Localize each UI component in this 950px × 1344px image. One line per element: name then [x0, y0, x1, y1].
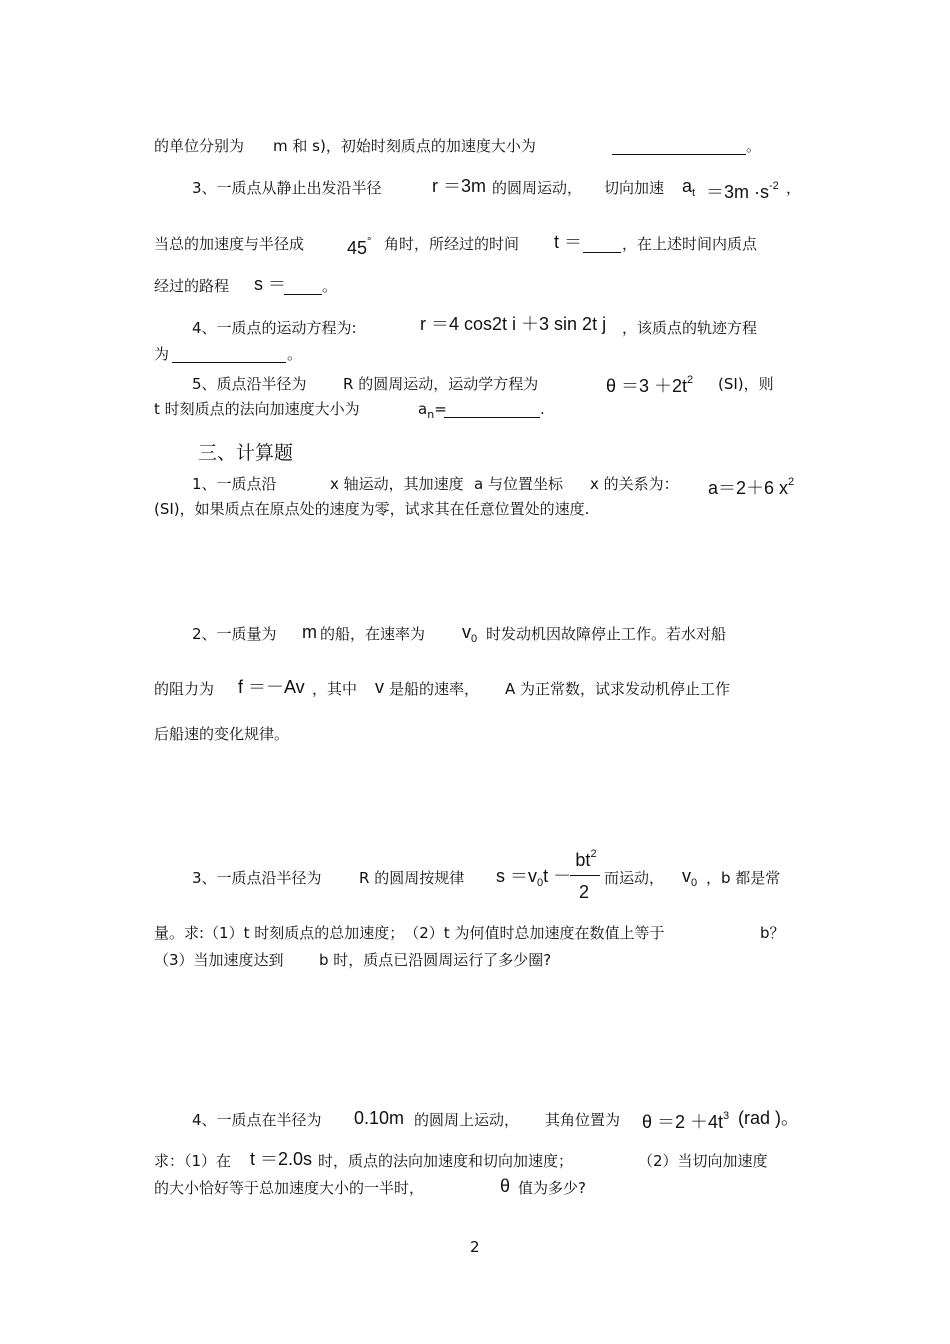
c2-line2-a: 的阻力为: [154, 680, 215, 698]
c3-frac-numerator: $bt^2$: [575, 848, 597, 870]
q4-line2-b: 。: [287, 345, 303, 363]
q4-line2-a: 为: [154, 345, 170, 363]
c2-text-a: 2、一质量为: [192, 625, 277, 643]
c4-line2-c: 时，质点的法向加速度和切向加速度；: [318, 1152, 574, 1170]
c2-mass: m: [302, 622, 317, 642]
answer-blank-path[interactable]: [284, 278, 322, 295]
c2-v-symbol: v: [375, 677, 384, 697]
q4-equation: r ＝4 cos2t i ＋3 sin 2t j: [420, 314, 607, 334]
c3-line2: 量。求:（1）t 时刻质点的总加速度； （2）t 为何值时总加速度在数值上等于: [154, 924, 665, 942]
c4-line2-a: 求：（1）在: [154, 1152, 232, 1170]
q5-normal-accel-label: $a_n=$: [418, 400, 447, 421]
answer-blank-time[interactable]: [583, 236, 621, 253]
c4-text-d: 其角位置为: [545, 1111, 621, 1129]
c4-line3-c: 值为多少?: [518, 1179, 586, 1197]
c2-text-c: 的船，在速率为: [320, 625, 426, 643]
c4-line3-a: 的大小恰好等于总加速度大小的一半时，: [154, 1179, 425, 1197]
line-units-end: 。: [746, 137, 762, 155]
c3-fraction-bar: [570, 875, 600, 876]
c2-resistance-eq: f ＝－Av: [238, 677, 305, 697]
line-units-part1: 的单位分别为: [154, 137, 245, 155]
q3-line2-e: ，在上述时间内质点: [622, 235, 758, 253]
c4-theta: θ: [500, 1176, 511, 1196]
c3-frac-denominator: 2: [578, 882, 589, 902]
c1-text-b: x 轴运动，其加速度: [330, 475, 464, 493]
c4-angle-equation: $\theta =2 +4t^3$: [642, 1110, 730, 1132]
line-units-part2: m 和 s)，初始时刻质点的加速度大小为: [273, 137, 536, 155]
c2-v0: $v_0$: [462, 622, 478, 645]
c1-text-a: 1、一质点沿: [192, 475, 277, 493]
q3-text-a: 3、一质点从静止出发沿半径: [192, 179, 382, 197]
c1-equation: a＝2＋6 $x^2$: [708, 476, 795, 498]
section-heading: 三、计算题: [198, 442, 294, 464]
q5-text-a: 5、质点沿半径为: [192, 375, 307, 393]
c3-text-e: ，b 都是常: [706, 869, 781, 887]
q3-comma: ，: [786, 179, 802, 197]
c4-radius: 0.10m: [354, 1108, 405, 1128]
c3-line3: （3）当加速度达到: [154, 951, 284, 969]
q3-time-label: t ＝: [554, 232, 583, 252]
c1-text-d: x 的关系为：: [590, 475, 679, 493]
q3-text-c: 的圆周运动，: [492, 179, 583, 197]
c3-line3-b: b 时，质点已沿圆周运行了多少圈?: [319, 951, 552, 969]
q3-accel-value: $=3m \cdot s^{-2}$: [706, 180, 779, 202]
q5-text-d: (SI)，则: [718, 375, 774, 393]
q5-equation: $\theta =3 +2t^2$: [606, 374, 694, 396]
c2-line2-f: A 为正常数，试求发动机停止工作: [505, 680, 731, 698]
c2-line2-c: ，其中: [312, 680, 358, 698]
q3-line3-a: 经过的路程: [154, 277, 230, 295]
c3-line2-b: b？: [760, 924, 785, 942]
q5-text-b: R 的圆周运动，运动学方程为: [343, 375, 539, 393]
c4-unit: (rad )。: [738, 1108, 800, 1128]
q5-line2-end: .: [540, 400, 545, 418]
q3-radius-expr: r ＝3m: [432, 176, 486, 196]
c2-text-e: 时发动机因故障停止工作。若水对船: [486, 625, 727, 643]
page-number: 2: [470, 1238, 480, 1256]
q4-text-c: ，该质点的轨迹方程: [622, 319, 758, 337]
c4-time: t ＝2.0s: [250, 1149, 313, 1169]
q3-tangential-accel: $a_t$: [682, 176, 696, 199]
q3-text-d: 切向加速: [604, 179, 665, 197]
c4-line2-d: （2）当切向加速度: [638, 1152, 768, 1170]
answer-blank-trajectory[interactable]: [172, 346, 286, 363]
q3-line2-c: 角时，所经过的时间: [384, 235, 520, 253]
c2-line3: 后船速的变化规律。: [154, 725, 290, 743]
c3-text-c: 而运动，: [604, 869, 665, 887]
c1-line2: (SI)，如果质点在原点处的速度为零，试求其在任意位置处的速度.: [154, 500, 590, 518]
c1-text-c: a 与位置坐标: [474, 475, 563, 493]
q3-line3-end: 。: [322, 277, 338, 295]
q3-angle: 45°: [347, 236, 372, 258]
c3-s-expr: $s =v_0t$ －: [496, 866, 572, 889]
c2-line2-e: 是船的速率，: [389, 680, 480, 698]
c3-v0: $v_0$: [682, 866, 698, 889]
c4-text-c: 的圆周上运动，: [414, 1111, 520, 1129]
answer-blank-normal-accel[interactable]: [444, 401, 540, 418]
q3-path-label: s ＝: [254, 274, 287, 294]
c4-text-a: 4、一质点在半径为: [192, 1111, 322, 1129]
q4-text-a: 4、一质点的运动方程为:: [192, 319, 357, 337]
c3-text-b: R 的圆周按规律: [359, 869, 465, 887]
q3-line2-a: 当总的加速度与半径成: [154, 235, 305, 253]
q5-line2-a: t 时刻质点的法向加速度大小为: [154, 400, 360, 418]
c3-text-a: 3、一质点沿半径为: [192, 869, 322, 887]
answer-blank-acceleration[interactable]: [612, 138, 746, 155]
